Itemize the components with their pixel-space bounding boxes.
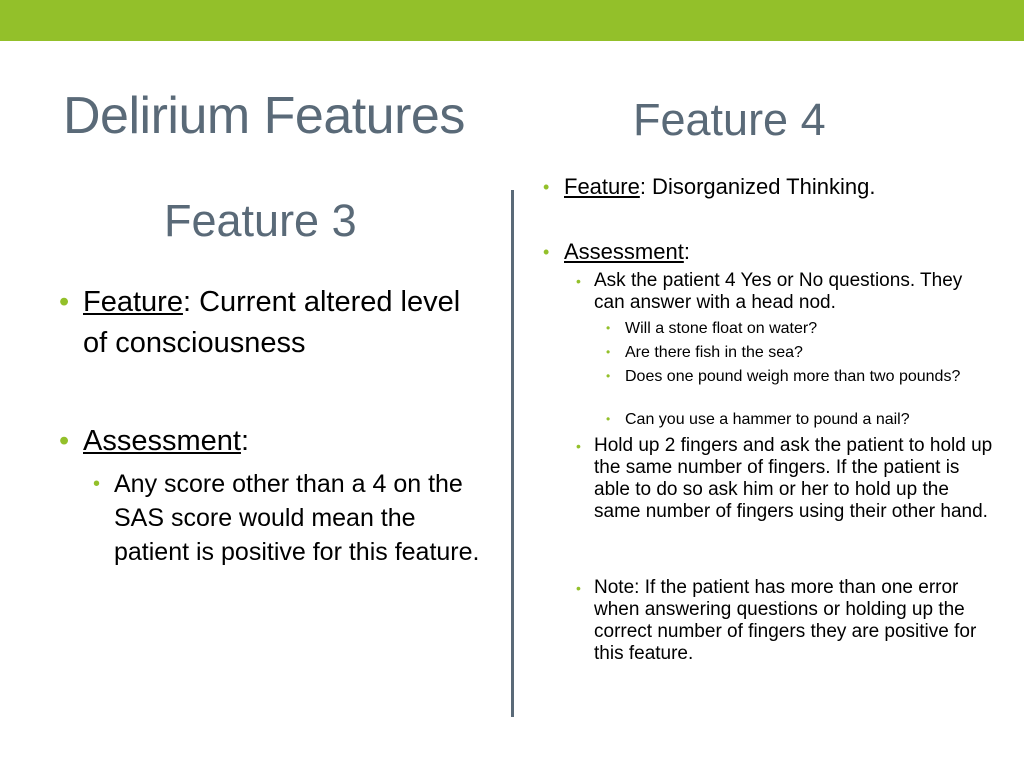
column-divider <box>511 190 514 717</box>
bullet-icon: • <box>576 580 581 596</box>
feature4-assessment-item <box>564 239 1004 265</box>
bullet-icon: • <box>576 438 581 454</box>
bullet-icon: • <box>59 425 70 457</box>
bullet-icon: • <box>606 412 611 426</box>
bullet-icon: • <box>543 242 550 262</box>
question-item: Are there fish in the sea? <box>625 344 803 361</box>
feature4-assessment-label: Assessment <box>564 239 684 264</box>
question-item: Does one pound weigh more than two pounds? <box>625 368 961 385</box>
bullet-icon: • <box>606 345 611 359</box>
bullet-icon: • <box>606 369 611 383</box>
accent-bar <box>0 0 1024 41</box>
question-item: Will a stone float on water? <box>625 320 818 337</box>
feature3-feature-item <box>83 282 483 364</box>
feature3-assessment-detail: Any score other than a 4 on the SAS score would mean the patient is positive for this feature. <box>114 470 480 566</box>
feature3-heading: Feature 3 <box>164 195 357 246</box>
feature4-feature-text: : Disorganized Thinking. <box>639 174 876 199</box>
feature3-assessment-item <box>83 421 483 462</box>
feature4-feature-item <box>564 174 1004 200</box>
feature4-feature-label: Feature <box>564 174 640 199</box>
feature4-fingers-text: Hold up 2 fingers and ask the patient to hold up the same number of fingers. If the patient is able to do so ask him or her to hold up the same number of fingers using their other hand. <box>594 435 993 522</box>
feature3-assessment-label: Assessment <box>83 425 241 457</box>
feature4-heading: Feature 4 <box>633 94 826 145</box>
bullet-icon: • <box>93 473 101 495</box>
bullet-icon: • <box>59 286 70 318</box>
bullet-icon: • <box>606 321 611 335</box>
feature4-ask-text: Ask the patient 4 Yes or No questions. They can answer with a head nod. <box>594 270 963 313</box>
bullet-icon: • <box>543 177 550 197</box>
feature4-assessment-colon: : <box>683 239 690 264</box>
feature4-note-text: Note: If the patient has more than one error when answering questions or holding up the correct number of fingers they are positive for this feature. <box>594 577 977 664</box>
feature3-feature-label: Feature <box>83 286 183 318</box>
slide-title: Delirium Features <box>63 87 465 145</box>
bullet-icon: • <box>576 273 581 289</box>
feature3-assessment-colon: : <box>240 425 250 457</box>
question-item: Can you use a hammer to pound a nail? <box>625 411 910 428</box>
feature3-feature-text: : Current altered level of consciousness <box>83 286 461 359</box>
